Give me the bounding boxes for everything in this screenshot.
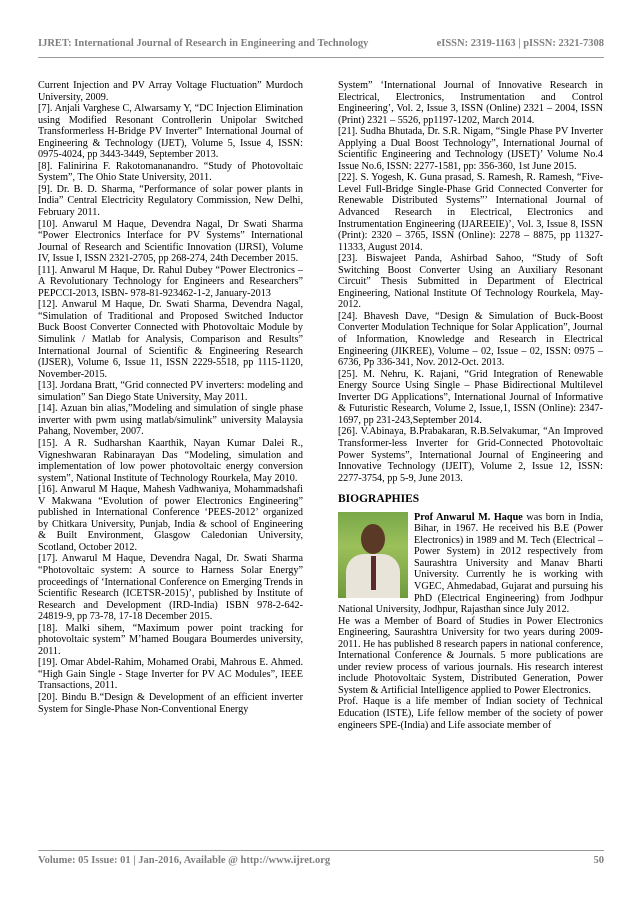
reference-entry: [24]. Bhavesh Dave, “Design & Simulation of Buck-Boost Converter Modulation Technique for Solar Application”, Journal of Information, Knowledge and Research in Electrical Engineering (JIKREE), Volume – 02, Issue – 02, ISSN: 0975 – 6736, Pp 336-341, Nov. 2012-Oct. 2013. bbox=[338, 310, 603, 369]
reference-entry: [19]. Omar Abdel-Rahim, Mohamed Orabi, Mahrous E. Ahmed. “High Gain Single - Stage Inverter for PV AC Modules”, IEEE Transactions, 2011. bbox=[38, 657, 303, 692]
journal-title: IJRET: International Journal of Research in Engineering and Technology bbox=[38, 38, 369, 49]
reference-entry: Current Injection and PV Array Voltage Fluctuation” Murdoch University, 2009. bbox=[38, 80, 303, 103]
reference-entry: [10]. Anwarul M Haque, Devendra Nagal, Dr Swati Sharma “Power Electronics Interface for PV Systems” International Journal of Research and Scientific Innovation (IJRSI), Volume IV, Issue I, ISSN 2321-2705, pp 268-274, 24th December 2015. bbox=[38, 218, 303, 265]
reference-entry: [26]. V.Abinaya, B.Prabakaran, R.B.Selvakumar, “An Improved Transformer-less Inverter for Grid-Connected Photovoltaic Power Systems”, International Journal of Engineering and Innovative Technology (IJEIT), Volume 2, Issue 12, ISSN: 2277-3754, pp 5-9, June 2013. bbox=[338, 426, 603, 484]
reference-entry: [22]. S. Yogesh, K. Guna prasad, S. Ramesh, R. Ramesh, “Five-Level Full-Bridge Single-Phase Grid Connected Converter for Renewable Distributed Systems”’ International Journal of Advanced Research in Electrical, Electronics and Instrumentation Engineering (IJAREEIE)’, Vol. 3, Issue 8, ISSN (Print): 2320 – 3765, ISSN (Online): 2278 – 8875, pp 11327-11333, August 2014. bbox=[338, 172, 603, 253]
reference-entry: [20]. Bindu B.“Design & Development of an efficient inverter System for Single-Phase Non-Conventional Energy bbox=[38, 691, 303, 715]
reference-entry: [25]. M. Nehru, K. Rajani, “Grid Integration of Renewable Energy Source Using Single – Phase Bidirectional Multilevel Inverter DG Applications”, International Journal of Informative & Futuristic Research, Volume 2, Issue,1, ISSN (Online): 2347-1697, pp 231-243,September 2014. bbox=[338, 368, 603, 426]
biographies-heading: BIOGRAPHIES bbox=[338, 493, 420, 506]
reference-entry: System” ‘International Journal of Innovative Research in Electrical, Electronics, Instrumentation and Control Engineering’, Vol. 2, Issue 3, ISSN (Online) 2321 – 2004, ISSN (Print) 2321 – 5526, pp1197-1202, March 2014. bbox=[338, 80, 603, 126]
reference-entry: [13]. Jordana Bratt, “Grid connected PV inverters: modeling and simulation” San Diego State University, May 2011. bbox=[38, 380, 303, 403]
reference-entry: [23]. Biswajeet Panda, Ashirbad Sahoo, “Study of Soft Switching Boost Converter Using an Auxiliary Resonant Circuit” Thesis Submitted in Department of Electrical Engineering, National Institute Of Technology Rourkela, May-2012. bbox=[338, 253, 603, 311]
page-header bbox=[38, 38, 604, 49]
bio-paragraph-2: He was a Member of Board of Studies in Power Electronics Engineering, Saurashtra University for two years during 2009-2011. He has published 8 research papers in national conference, International Conference & Journals. 5 more publications are under review process of various journals. His research interest include Photovoltaic System, Distributed Generation, Power System & Artificial Intelligence applied to Power Electronics. bbox=[338, 615, 603, 696]
footer-divider bbox=[38, 850, 604, 851]
reference-entry: [9]. Dr. B. D. Sharma, “Performance of solar power plants in India” Central Electricity Regulatory Commission, New Delhi, February 2011. bbox=[38, 183, 303, 219]
reference-entry: [11]. Anwarul M Haque, Dr. Rahul Dubey “Power Electronics – A Revolutionary Technology for Engineers and Researchers” PEPCCI-2013, ISBN- 978-81-923462-1-2, January-2013 bbox=[38, 264, 303, 299]
left-column bbox=[38, 80, 303, 715]
header-divider bbox=[38, 57, 604, 58]
reference-entry: [16]. Anwarul M Haque, Mahesh Vadhwaniya, Mohammadshafi V Makwana “Evolution of power Electronics Engineering” published in International Conference ‘PEES-2012’ organized by Chitkara University, Punjab, India & school of Engineering & Built Environment, Glasgow Caledonian University, Scotland, October 2012. bbox=[38, 484, 303, 553]
author-photo bbox=[338, 512, 408, 598]
page-footer bbox=[38, 855, 604, 866]
right-column bbox=[338, 80, 603, 731]
reference-entry: [17]. Anwarul M Haque, Devendra Nagal, Dr. Swati Sharma “Photovoltaic system: A source to Harness Solar Energy” proceedings of ‘International Conference on Emerging Trends in Scientific Research (ICETSR-2015)’, published by Institute of Research and Development (IRD-India) ISBN 978-2-642-24819-9, pp 73-78, 17-18 December 2015. bbox=[38, 553, 303, 623]
bio-paragraph-3: Prof. Haque is a life member of Indian society of Technical Education (ISTE), Life fellow member of the society of power engineers SPE-(India) and Life associate member of bbox=[338, 696, 603, 731]
volume-info: Volume: 05 Issue: 01 | Jan-2016, Available @ http://www.ijret.org bbox=[38, 855, 331, 866]
author-bio bbox=[338, 512, 603, 731]
author-text: was born in India, Bihar, in 1967. He received his B.E (Power Electronics) in 1989 and M. Tech (Electrical – Power System) in 2012 respectively from Saurashtra University and Manav Bharti University. Currently he is working with VGEC, Ahmedabad, Gujarat and pursuing his PhD (Electrical Engineering) from Jodhpur National University, Jodhpur, Rajasthan since July 2012. bbox=[338, 511, 604, 616]
reference-entry: [15]. A R. Sudharshan Kaarthik, Nayan Kumar Dalei R., Vigneshwaran Rabinarayan Das “Modeling, simulation and implementation of low power photovoltaic energy conversion system”, National Institute of Technology Rourkela, May 2010. bbox=[38, 437, 303, 484]
page-number: 50 bbox=[593, 855, 604, 866]
reference-entry: [18]. Malki sihem, “Maximum power point tracking for photovoltaic system” M’hamed Bougara Boumerdes university, 2011. bbox=[38, 622, 303, 657]
reference-entry: [21]. Sudha Bhutada, Dr. S.R. Nigam, “Single Phase PV Inverter Applying a Dual Boost Technology”, International Journal of Scientific Engineering and Technology (IJSET)’ Volume No.4 Issue No.6, ISSN: 2277-1581, pp: 356-360, 1st June 2015. bbox=[338, 126, 603, 172]
reference-entry: [8]. Falinirina F. Rakotomananandro. “Study of Photovoltaic System”, The Ohio State University, 2011. bbox=[38, 160, 303, 184]
reference-entry: [7]. Anjali Varghese C, Alwarsamy Y, “DC Injection Elimination using Modified Resonant Controllerin Unipolar Switched Transformerless H-Bridge PV Inverter” International Journal of Engineering & Technology (IJET), Volume 5, Issue 4, ISSN: 0975-4024, pp 3443-3449, September 2013. bbox=[38, 103, 303, 161]
reference-entry: [14]. Azuan bin alias,”Modeling and simulation of single phase inverter with pwm using matlab/simulink” university Malaysia Pahang, November, 2007. bbox=[38, 403, 303, 438]
author-name: Prof Anwarul M. Haque bbox=[414, 511, 523, 523]
reference-entry: [12]. Anwarul M Haque, Dr. Swati Sharma, Devendra Nagal, “Simulation of Traditional and Proposed Switched Inductor Buck Boost Converter Connected with Photovoltaic Module by Simulink / Matlab for Analysis, Comparison and Results” International Journal of Scientific & Engineering Research (IJSER), Volume 6, Issue 11, ISSN 2229-5518, pp 1115-1120, November-2015. bbox=[38, 299, 303, 380]
issn-info: eISSN: 2319-1163 | pISSN: 2321-7308 bbox=[436, 38, 604, 49]
